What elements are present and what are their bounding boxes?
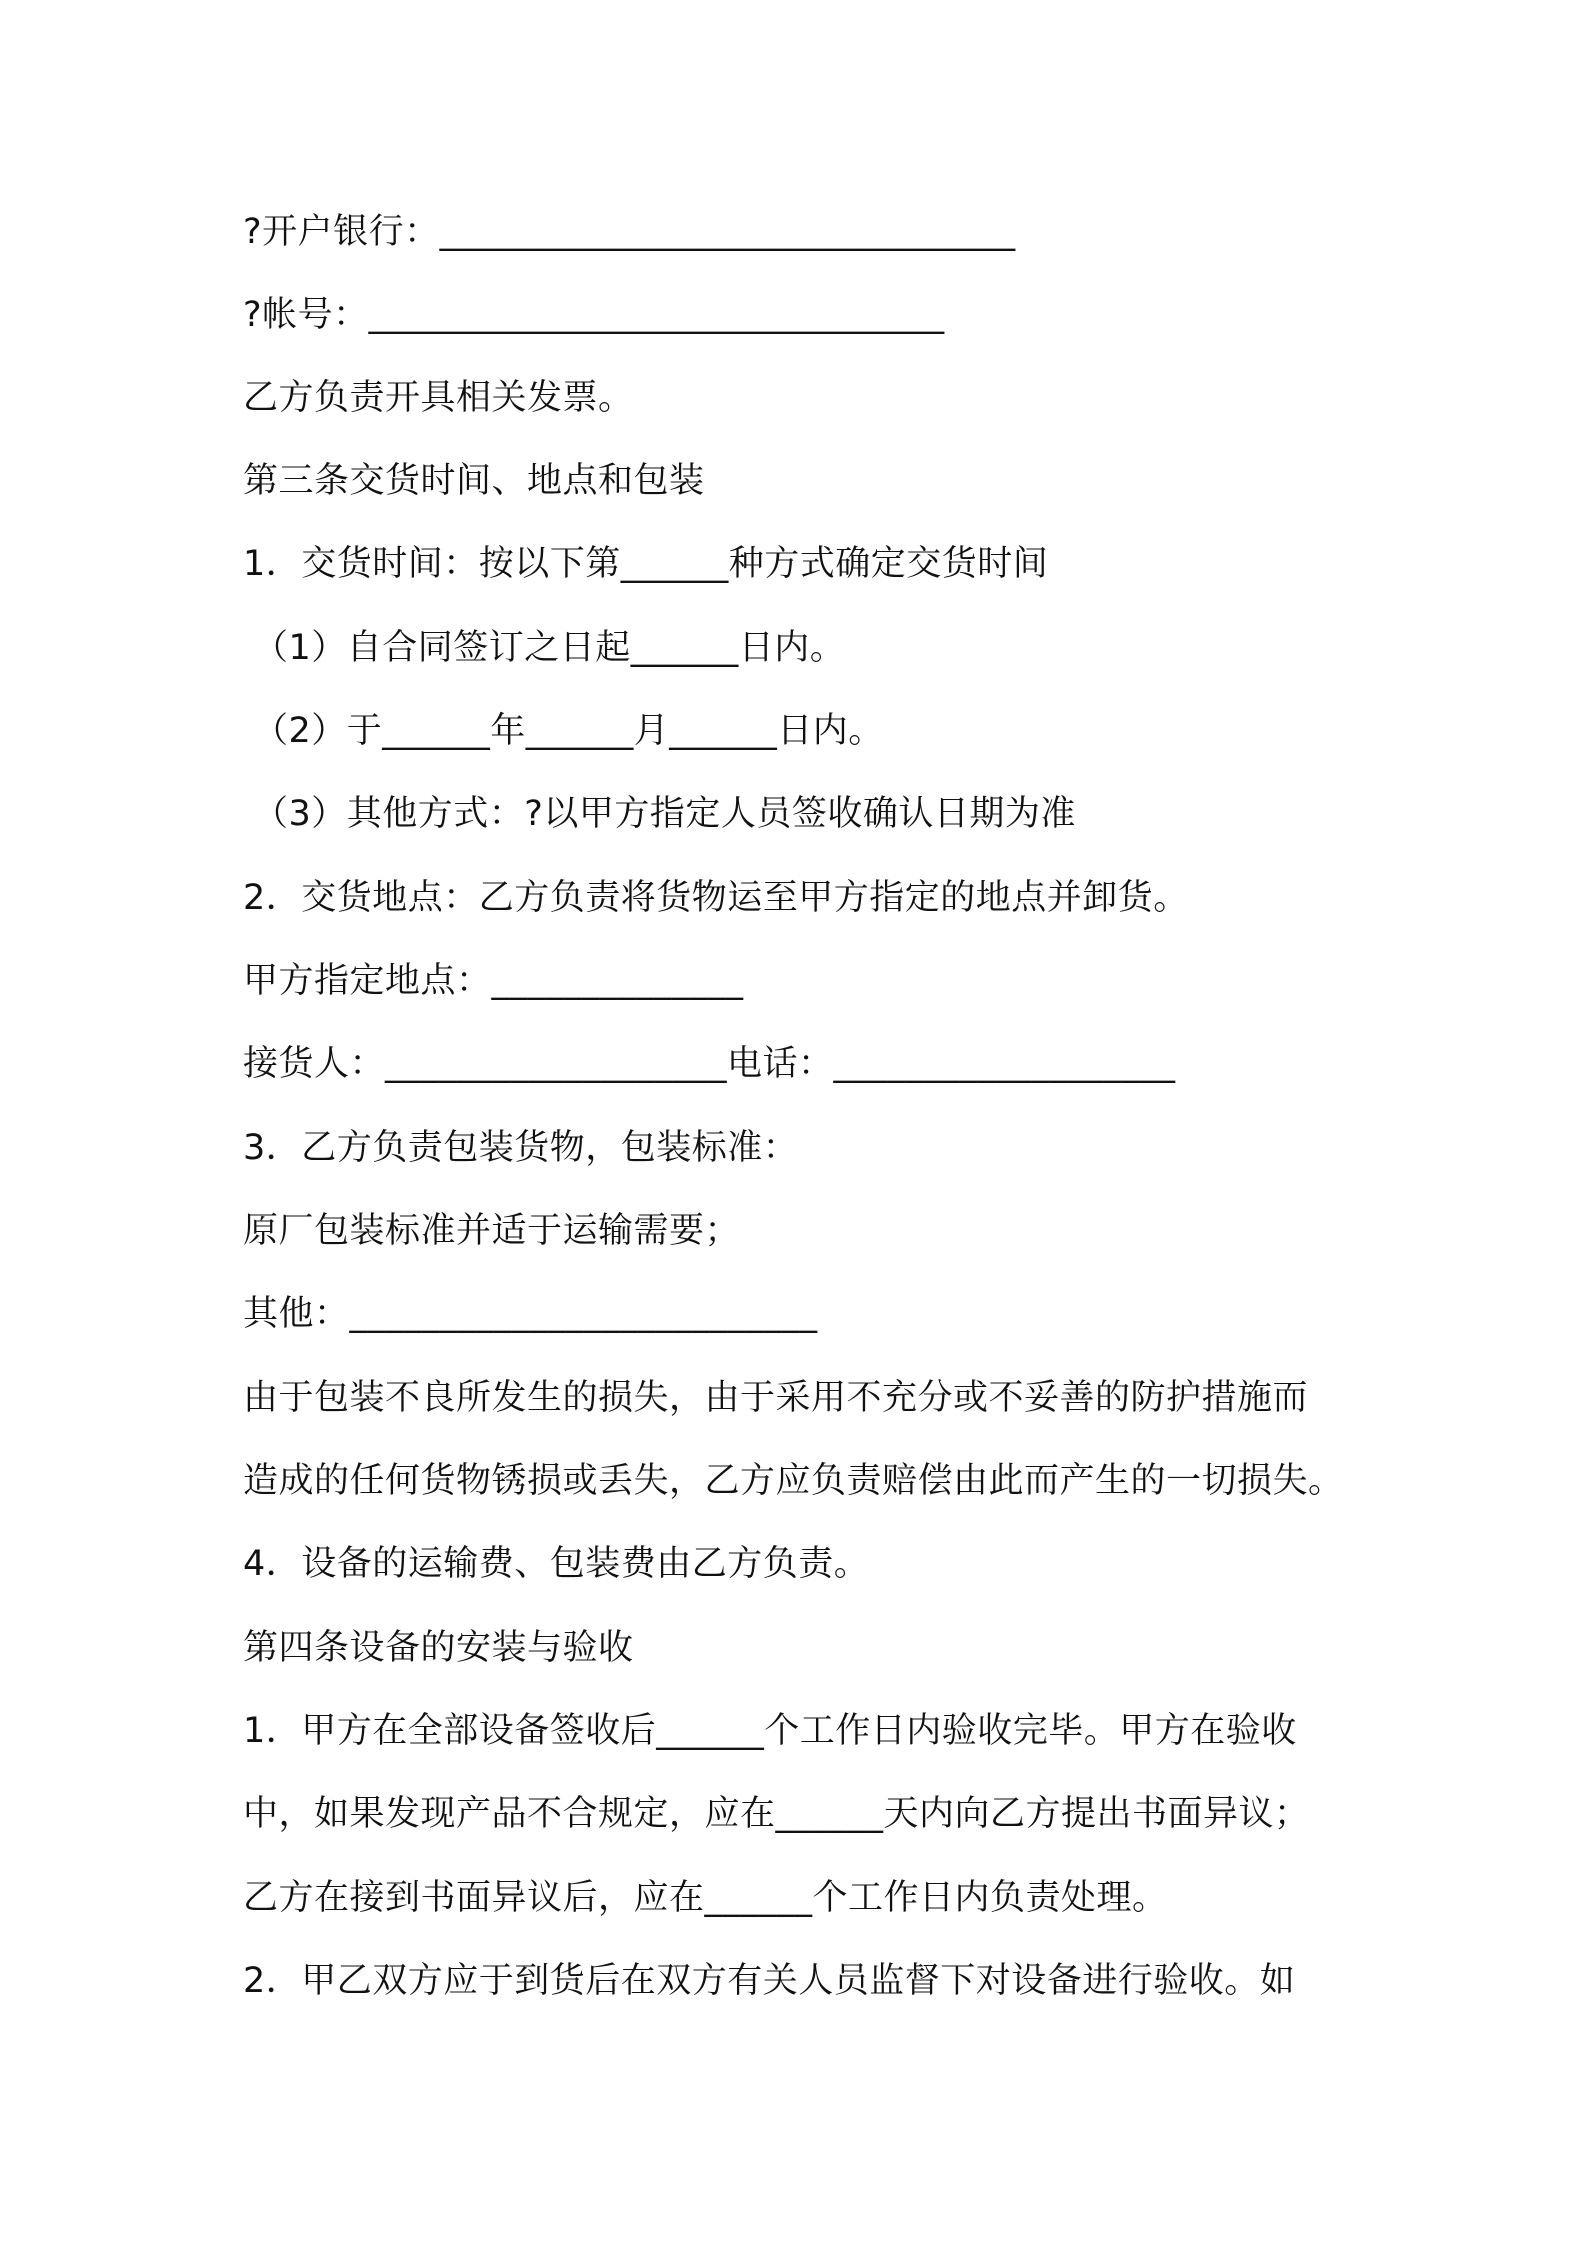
acceptance-clause-line-2: 中，如果发现产品不合规定，应在______天内向乙方提出书面异议； [243, 1794, 1310, 1834]
original-packaging-line: 原厂包装标准并适于运输需要； [243, 1211, 741, 1251]
account-number-line: ?帐号：________________________________ [243, 295, 945, 335]
inspection-clause-line: 2．甲乙双方应于到货后在双方有关人员监督下对设备进行验收。如 [243, 1961, 1296, 2001]
delivery-time-line: 1．交货时间：按以下第______种方式确定交货时间 [243, 544, 1049, 584]
designated-location-line: 甲方指定地点：______________ [243, 961, 744, 1001]
damage-clause-line-2: 造成的任何货物锈损或丢失，乙方应负责赔偿由此而产生的一切损失。 [243, 1461, 1344, 1501]
article-3-heading: 第三条交货时间、地点和包装 [243, 461, 705, 501]
delivery-location-line: 2．交货地点：乙方负责将货物运至甲方指定的地点并卸货。 [243, 878, 1189, 918]
packaging-line: 3．乙方负责包装货物，包装标准： [243, 1128, 799, 1168]
delivery-option-1: （1）自合同签订之日起______日内。 [253, 628, 846, 668]
bank-name-line: ?开户银行：________________________________ [243, 212, 1016, 252]
receiver-phone-line: 接货人：___________________电话：___________________ [243, 1044, 1176, 1084]
acceptance-clause-line-1: 1．甲方在全部设备签收后______个工作日内验收完毕。甲方在验收 [243, 1711, 1297, 1751]
article-4-heading: 第四条设备的安装与验收 [243, 1628, 634, 1668]
freight-cost-line: 4．设备的运输费、包装费由乙方负责。 [243, 1544, 870, 1584]
other-packaging-line: 其他：__________________________ [243, 1294, 818, 1334]
invoice-line: 乙方负责开具相关发票。 [243, 378, 634, 418]
damage-clause-line-1: 由于包装不良所发生的损失，由于采用不充分或不妥善的防护措施而 [243, 1378, 1309, 1418]
delivery-option-2: （2）于______年______月______日内。 [253, 711, 884, 751]
acceptance-clause-line-3: 乙方在接到书面异议后，应在______个工作日内负责处理。 [243, 1878, 1168, 1918]
delivery-option-3: （3）其他方式：?以甲方指定人员签收确认日期为准 [253, 794, 1076, 834]
